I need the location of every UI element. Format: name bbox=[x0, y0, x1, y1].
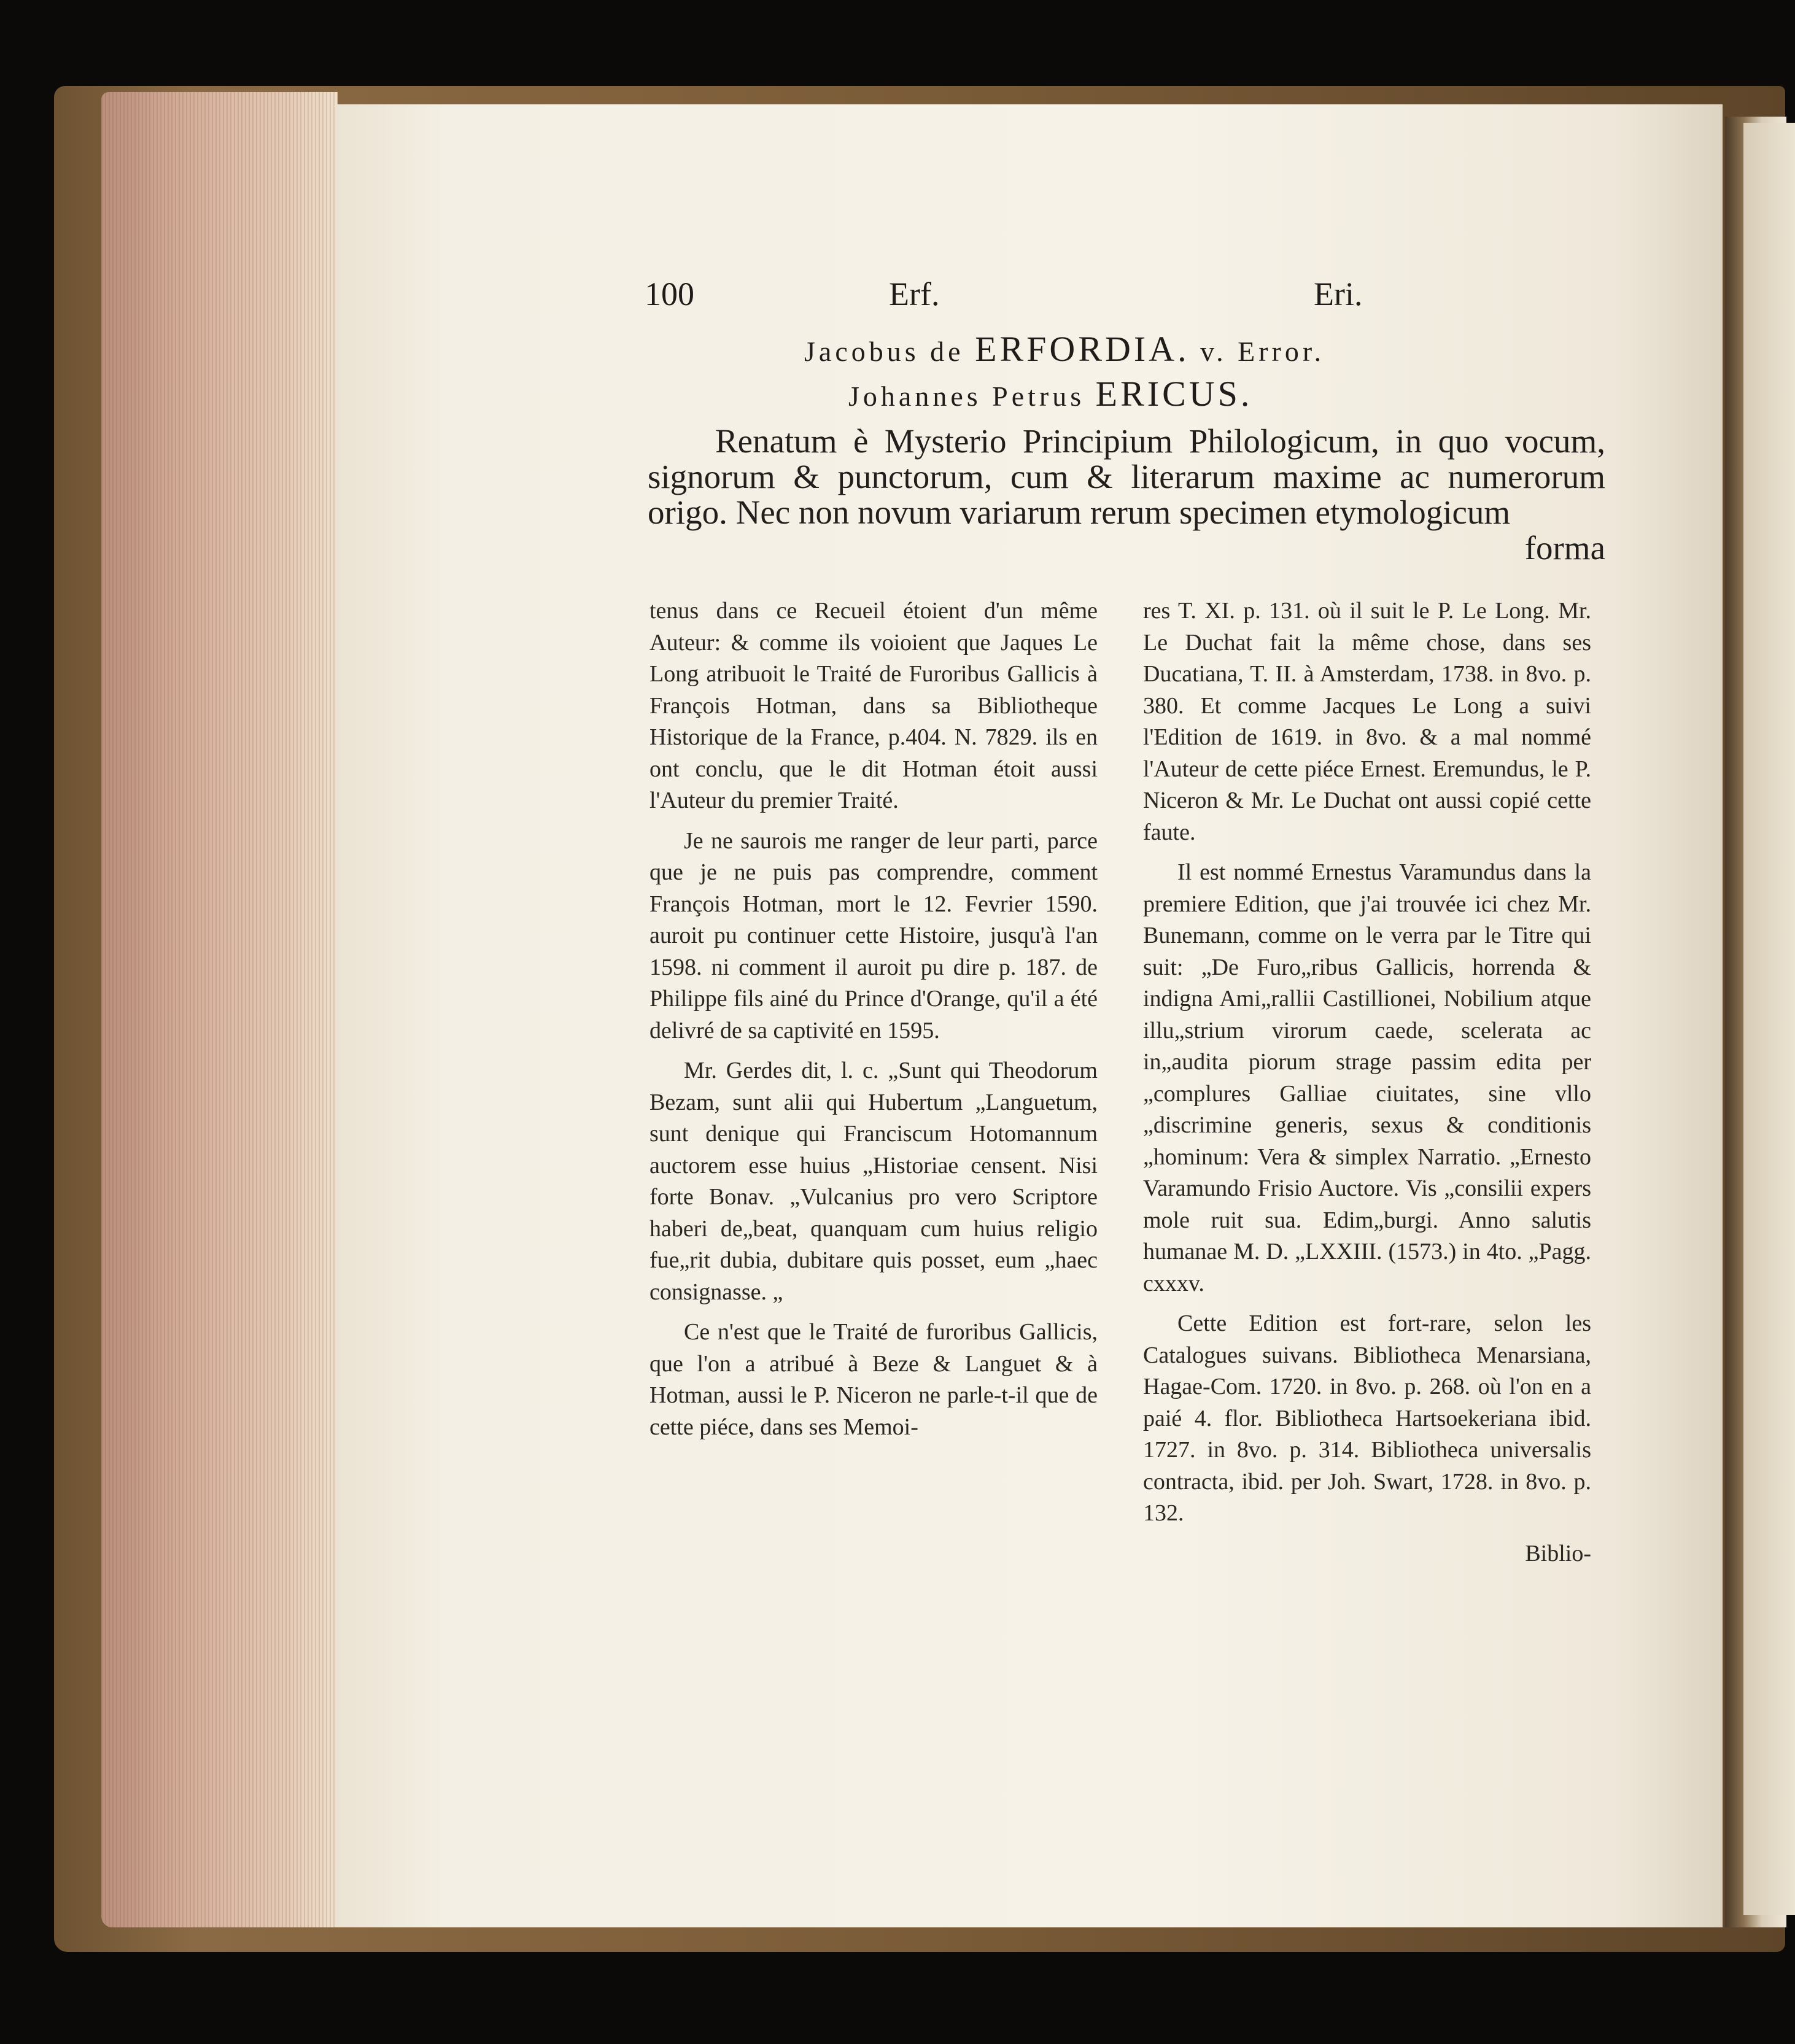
page-edges bbox=[101, 92, 338, 1927]
paragraph: tenus dans ce Recueil étoient d'un même Auteur: & comme ils voioient que Jaques Le Long atribuoit le Traité de Furoribus Gallicis à François Hotman, dans sa Bibliotheque Historique de la France, p.404. N. 7829. ils en ont conclu, que le dit Hotman étoit aussi l'Auteur du premier Traité. bbox=[649, 598, 1098, 813]
entry-heading-ericus bbox=[848, 373, 1252, 414]
paragraph: res T. XI. p. 131. où il suit le P. Le Long. Mr. Le Duchat fait la même chose, dans ses Ducatiana, T. II. à Amsterdam, 1738. in 8vo. p. 380. Et comme Jacques Le Long a suivi l'Edition de 1619. in 8vo. & a mal nommé l'Auteur de cette piéce Ernest. Eremundus, le P. Niceron & Mr. Le Duchat ont aussi copié cette faute. bbox=[1143, 598, 1591, 845]
paragraph: Mr. Gerdes dit, l. c. „Sunt qui Theodorum Bezam, sunt alii qui Hubertum „Languetum, sunt denique qui Franciscum Hotomannum auctorem esse huius „Historiae censent. Nisi forte Bonav. „Vulcanius pro vero Scriptore haberi de„beat, quanquam cum huius religio fue„rit dubia, dubitare quis posset, eum „haec consignasse. „ bbox=[649, 1058, 1098, 1305]
entry-first-name: Jacobus de bbox=[804, 336, 975, 367]
running-head-left: Erf. bbox=[889, 276, 940, 312]
left-column bbox=[649, 595, 1098, 1452]
book-title-last-word: forma bbox=[1524, 529, 1605, 567]
entry-surname: ERICUS. bbox=[1095, 374, 1253, 414]
page-number: 100 bbox=[645, 276, 694, 312]
right-column bbox=[1143, 595, 1591, 1570]
catchword: Biblio- bbox=[1525, 1540, 1591, 1566]
paragraph: Il est nommé Ernestus Varamundus dans la premiere Edition, que j'ai trouvée ici chez Mr. Bunemann, comme on le verra par le Titre qui suit: „De Furo„ribus Gallicis, horrenda & indigna Ami„rallii Castillionei, Nobilium atque illu„strium virorum caede, scelerata ac in„audita piorum strage passim edita per „complures Galliae ciuitates, sine vllo „discrimine generis, sexus & conditionis „hominum: Vera & simplex Narratio. „Ernesto Varamundo Frisio Auctore. Vis „consilii expers mole ruit sua. Edim„burgi. Anno salutis humanae M. D. „LXXIII. (1573.) in 4to. „Pagg. cxxxv. bbox=[1143, 859, 1591, 1296]
facing-page-edge bbox=[1743, 123, 1795, 1915]
book-title-text: Renatum è Mysterio Principium Philologicum, in quo vocum, signorum & punctorum, cum & literarum maxime ac numerorum origo. Nec non novum variarum rerum specimen etymologicum bbox=[648, 422, 1605, 531]
entry-cross-reference: v. Error. bbox=[1189, 336, 1325, 367]
paragraph: Je ne saurois me ranger de leur parti, parce que je ne puis pas comprendre, comment François Hotman, mort le 12. Fevrier 1590. auroit pu continuer cette Histoire, jusqu'à l'an 1598. ni comment il auroit pu dire p. 187. de Philippe fils ainé du Prince d'Orange, qu'il a été delivré de sa captivité en 1595. bbox=[649, 827, 1098, 1043]
paragraph: Cette Edition est fort-rare, selon les Catalogues suivans. Bibliotheca Menarsiana, Hagae-Com. 1720. in 8vo. p. 268. où l'on en a paié 4. flor. Bibliotheca Hartsoekeriana ibid. 1727. in 8vo. p. 314. Bibliotheca universalis contracta, ibid. per Joh. Swart, 1728. in 8vo. p. 132. bbox=[1143, 1310, 1591, 1526]
paragraph: Ce n'est que le Traité de furoribus Gallicis, que l'on a atribué à Beze & Languet & à Hotman, aussi le P. Niceron ne parle-t-il que de cette piéce, dans ses Memoi- bbox=[649, 1319, 1098, 1440]
entry-surname: ERFORDIA. bbox=[975, 329, 1190, 369]
book-title-paragraph bbox=[648, 424, 1605, 566]
running-head-right: Eri. bbox=[1314, 276, 1363, 312]
entry-heading-erfordia bbox=[804, 328, 1325, 370]
entry-first-name: Johannes Petrus bbox=[848, 381, 1096, 412]
